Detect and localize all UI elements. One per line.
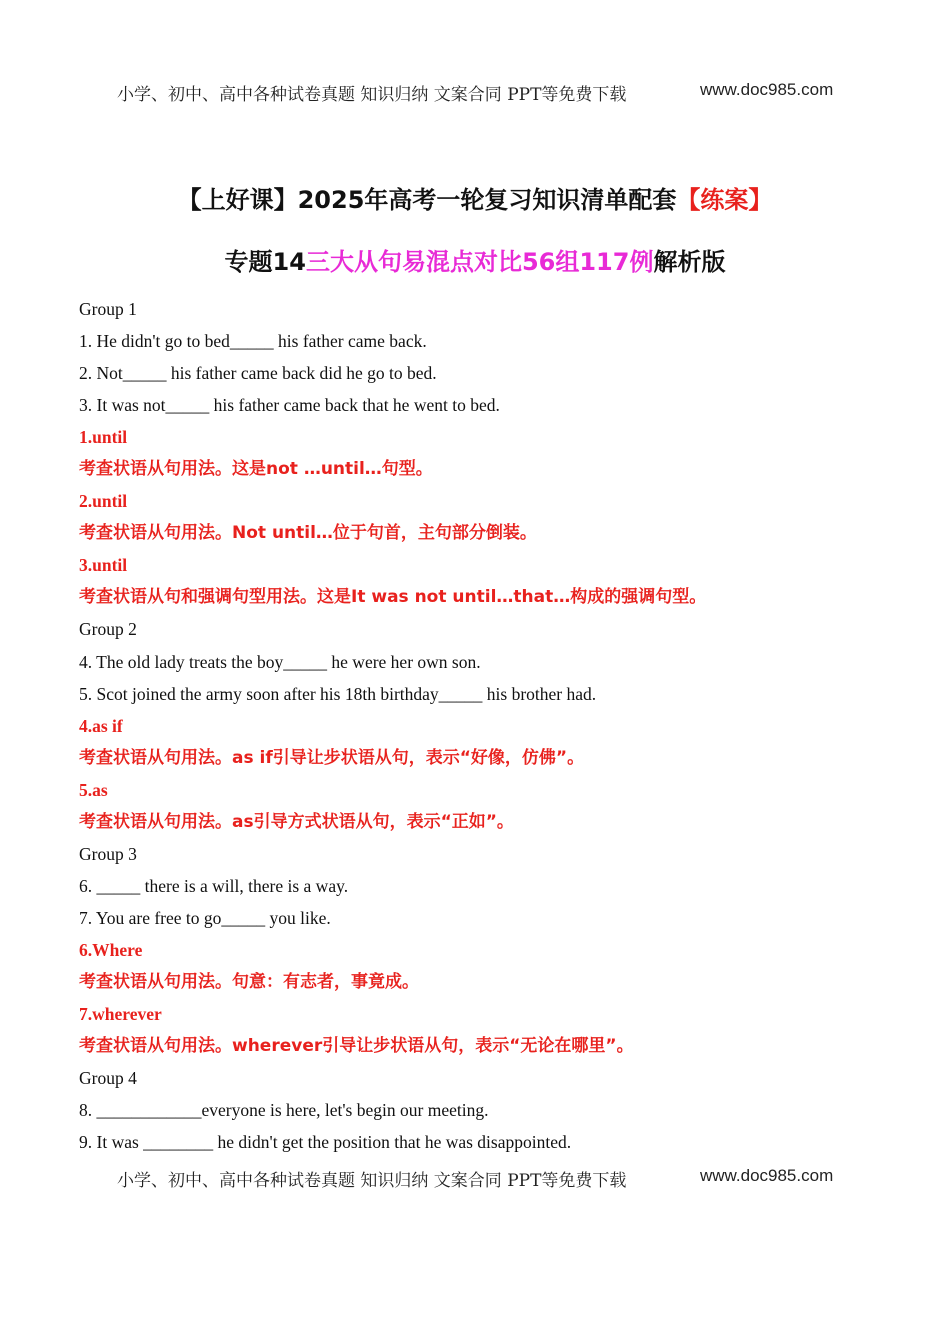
- subtitle-accent: 三大从句易混点对比56组117例: [305, 248, 654, 276]
- question-line: 1. He didn't go to bed_____ his father came back.: [79, 331, 427, 352]
- question-line: 5. Scot joined the army soon after his 18th birthday_____ his brother had.: [79, 683, 597, 704]
- question-line: 2. Not_____ his father came back did he go to bed.: [79, 363, 437, 384]
- question-line: 6. _____ there is a will, there is a way.: [79, 875, 349, 896]
- explanation-line: 考查状语从句用法。wherever引导让步状语从句，表示“无论在哪里”。: [79, 1036, 634, 1057]
- question-line: 9. It was ________ he didn't get the position that he was disappointed.: [79, 1132, 572, 1153]
- question-line: 4. The old lady treats the boy_____ he were her own son.: [79, 651, 481, 672]
- question-line: 3. It was not_____ his father came back that he went to bed.: [79, 395, 500, 416]
- group-heading: Group 2: [79, 619, 137, 640]
- footer-site-link[interactable]: www.doc985.com: [700, 1166, 834, 1185]
- answer-line: 3.until: [79, 555, 128, 576]
- title-main: 【上好课】2025年高考一轮复习知识清单配套: [177, 186, 677, 214]
- group-heading: Group 3: [79, 843, 137, 864]
- exercise-content: [79, 293, 879, 1158]
- answer-line: 7.wherever: [79, 1004, 162, 1025]
- group-heading: Group 1: [79, 299, 137, 319]
- explanation-line: 考查状语从句和强调句型用法。这是It was not until…that…构成的强调句型。: [79, 587, 707, 608]
- answer-line: 2.until: [79, 491, 128, 512]
- answer-line: 4.as if: [79, 715, 123, 736]
- document-title: [0, 180, 950, 215]
- explanation-line: 考查状语从句用法。这是not …until…句型。: [79, 459, 433, 480]
- header-text: 小学、初中、高中各种试卷真题 知识归纳 文案合同 PPT等免费下载: [117, 85, 627, 105]
- subtitle-suffix: 解析版: [653, 248, 726, 276]
- explanation-line: 考查状语从句用法。as if引导让步状语从句，表示“好像，仿佛”。: [79, 747, 585, 768]
- header-site-link[interactable]: www.doc985.com: [700, 80, 834, 99]
- title-accent: 【练案】: [676, 186, 773, 214]
- subtitle-prefix: 专题14: [224, 248, 306, 276]
- question-line: 7. You are free to go_____ you like.: [79, 907, 331, 928]
- answer-line: 6.Where: [79, 939, 143, 960]
- explanation-line: 考查状语从句用法。Not until…位于句首，主句部分倒装。: [79, 523, 537, 544]
- explanation-line: 考查状语从句用法。as引导方式状语从句，表示“正如”。: [79, 811, 514, 832]
- document-subtitle: [0, 242, 950, 277]
- footer-text: 小学、初中、高中各种试卷真题 知识归纳 文案合同 PPT等免费下载: [117, 1171, 627, 1191]
- explanation-line: 考查状语从句用法。句意：有志者，事竟成。: [79, 971, 419, 992]
- answer-line: 5.as: [79, 779, 108, 800]
- group-heading: Group 4: [79, 1068, 137, 1089]
- question-line: 8. ____________everyone is here, let's begin our meeting.: [79, 1100, 489, 1121]
- answer-line: 1.until: [79, 427, 128, 448]
